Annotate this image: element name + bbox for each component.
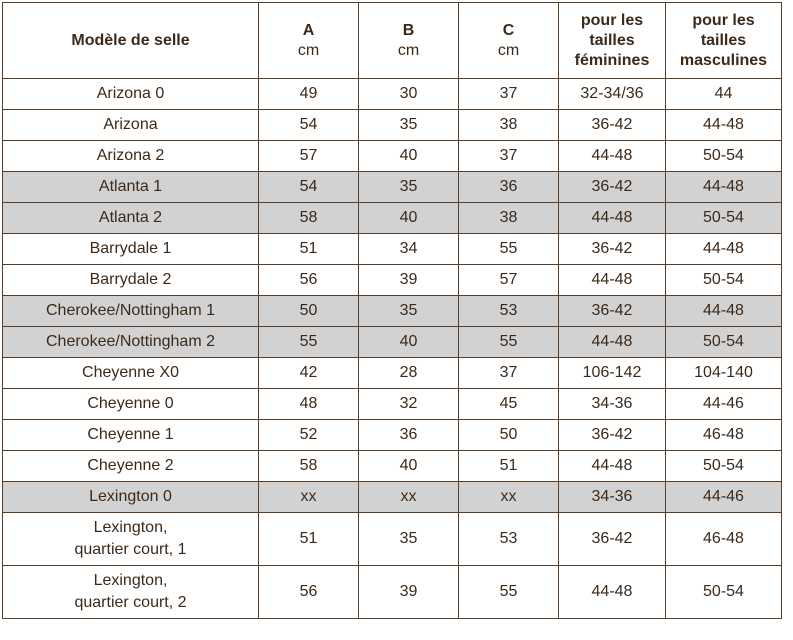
cell-c: 53 (459, 296, 559, 327)
header-b: B cm (359, 3, 459, 79)
cell-b: 40 (359, 451, 459, 482)
cell-masc: 44-48 (666, 296, 782, 327)
cell-c: 45 (459, 389, 559, 420)
cell-a: 58 (259, 451, 359, 482)
cell-fem: 44-48 (559, 566, 666, 619)
cell-masc: 50-54 (666, 566, 782, 619)
table-row (3, 296, 782, 327)
cell-fem: 44-48 (559, 265, 666, 296)
table-row (3, 482, 782, 513)
cell-masc: 44-48 (666, 234, 782, 265)
table-row (3, 358, 782, 389)
cell-c: 51 (459, 451, 559, 482)
table-row (3, 327, 782, 358)
cell-model (3, 327, 259, 358)
cell-b: 36 (359, 420, 459, 451)
cell-model (3, 110, 259, 141)
cell-model (3, 234, 259, 265)
model-name-line: Lexington 0 (89, 488, 172, 505)
table-row (3, 420, 782, 451)
cell-a: 56 (259, 265, 359, 296)
cell-c: 55 (459, 566, 559, 619)
model-name-line: Barrydale 1 (89, 240, 172, 257)
cell-a: 51 (259, 234, 359, 265)
cell-fem: 34-36 (559, 389, 666, 420)
cell-b: 32 (359, 389, 459, 420)
cell-b: 40 (359, 327, 459, 358)
cell-model (3, 296, 259, 327)
cell-c: 37 (459, 79, 559, 110)
cell-a: 51 (259, 513, 359, 566)
model-name-line: Cherokee/Nottingham 2 (46, 333, 215, 350)
cell-fem: 36-42 (559, 110, 666, 141)
cell-fem: 36-42 (559, 513, 666, 566)
cell-b: xx (359, 482, 459, 513)
cell-model (3, 172, 259, 203)
model-name-line: Atlanta 1 (98, 178, 163, 195)
cell-c: 50 (459, 420, 559, 451)
cell-model (3, 141, 259, 172)
model-name-line: Cherokee/Nottingham 1 (46, 302, 215, 319)
cell-c: xx (459, 482, 559, 513)
table-row (3, 451, 782, 482)
table-body (3, 79, 782, 619)
cell-fem: 44-48 (559, 141, 666, 172)
header-masculine-sizes: pour les tailles masculines (666, 3, 782, 79)
cell-a: 50 (259, 296, 359, 327)
cell-b: 40 (359, 203, 459, 234)
table-row (3, 203, 782, 234)
table-row (3, 110, 782, 141)
cell-a: 57 (259, 141, 359, 172)
cell-masc: 44-46 (666, 389, 782, 420)
table-row (3, 141, 782, 172)
model-name-line: Barrydale 2 (89, 271, 172, 288)
cell-a: 58 (259, 203, 359, 234)
table-row (3, 265, 782, 296)
cell-a: 42 (259, 358, 359, 389)
cell-a: 52 (259, 420, 359, 451)
cell-masc: 44-48 (666, 172, 782, 203)
cell-masc: 104-140 (666, 358, 782, 389)
cell-fem: 36-42 (559, 420, 666, 451)
cell-model (3, 451, 259, 482)
cell-b: 35 (359, 172, 459, 203)
header-row (3, 3, 782, 79)
saddle-size-table-container (2, 2, 782, 619)
table-row (3, 234, 782, 265)
cell-masc: 46-48 (666, 513, 782, 566)
cell-fem: 44-48 (559, 203, 666, 234)
cell-model (3, 482, 259, 513)
cell-c: 55 (459, 234, 559, 265)
cell-b: 30 (359, 79, 459, 110)
model-name-line: Arizona 2 (96, 147, 165, 164)
table-row (3, 79, 782, 110)
cell-b: 35 (359, 296, 459, 327)
cell-fem: 34-36 (559, 482, 666, 513)
cell-masc: 44-46 (666, 482, 782, 513)
cell-fem: 32-34/36 (559, 79, 666, 110)
cell-model (3, 203, 259, 234)
cell-fem: 36-42 (559, 296, 666, 327)
header-a: A cm (259, 3, 359, 79)
cell-b: 39 (359, 566, 459, 619)
model-name-line: Lexington, (93, 519, 168, 536)
model-name-line: Cheyenne 0 (87, 395, 174, 412)
cell-c: 57 (459, 265, 559, 296)
cell-fem: 106-142 (559, 358, 666, 389)
cell-masc: 50-54 (666, 327, 782, 358)
cell-masc: 50-54 (666, 265, 782, 296)
cell-fem: 36-42 (559, 172, 666, 203)
cell-c: 37 (459, 358, 559, 389)
table-row (3, 172, 782, 203)
model-name-line: Atlanta 2 (98, 209, 163, 226)
model-name-line: Cheyenne 2 (87, 457, 174, 474)
cell-b: 28 (359, 358, 459, 389)
model-name-line: Lexington, (93, 572, 168, 589)
cell-model (3, 389, 259, 420)
cell-a: xx (259, 482, 359, 513)
cell-model (3, 420, 259, 451)
cell-a: 55 (259, 327, 359, 358)
cell-masc: 46-48 (666, 420, 782, 451)
cell-c: 38 (459, 110, 559, 141)
model-name-line: quartier court, 1 (74, 541, 187, 558)
cell-b: 35 (359, 513, 459, 566)
cell-c: 37 (459, 141, 559, 172)
header-c: C cm (459, 3, 559, 79)
cell-fem: 36-42 (559, 234, 666, 265)
model-name-line: Cheyenne X0 (82, 364, 179, 381)
model-name-line: Arizona 0 (96, 85, 165, 102)
cell-a: 54 (259, 172, 359, 203)
cell-b: 40 (359, 141, 459, 172)
table-row (3, 513, 782, 566)
cell-b: 39 (359, 265, 459, 296)
cell-model (3, 513, 259, 566)
cell-masc: 50-54 (666, 451, 782, 482)
cell-model (3, 79, 259, 110)
cell-masc: 50-54 (666, 141, 782, 172)
model-name-line: Arizona (103, 116, 158, 133)
cell-b: 34 (359, 234, 459, 265)
model-name-line: Cheyenne 1 (87, 426, 174, 443)
header-feminine-sizes: pour les tailles féminines (559, 3, 666, 79)
cell-c: 55 (459, 327, 559, 358)
cell-masc: 44-48 (666, 110, 782, 141)
cell-fem: 44-48 (559, 327, 666, 358)
cell-a: 56 (259, 566, 359, 619)
cell-b: 35 (359, 110, 459, 141)
cell-c: 36 (459, 172, 559, 203)
header-model: Modèle de selle (3, 3, 259, 79)
cell-c: 53 (459, 513, 559, 566)
cell-a: 49 (259, 79, 359, 110)
saddle-size-table (2, 2, 782, 619)
cell-masc: 50-54 (666, 203, 782, 234)
table-row (3, 389, 782, 420)
model-name-line: quartier court, 2 (74, 594, 187, 611)
table-row (3, 566, 782, 619)
cell-a: 48 (259, 389, 359, 420)
cell-a: 54 (259, 110, 359, 141)
cell-model (3, 265, 259, 296)
cell-fem: 44-48 (559, 451, 666, 482)
cell-model (3, 358, 259, 389)
cell-masc: 44 (666, 79, 782, 110)
cell-model (3, 566, 259, 619)
cell-c: 38 (459, 203, 559, 234)
